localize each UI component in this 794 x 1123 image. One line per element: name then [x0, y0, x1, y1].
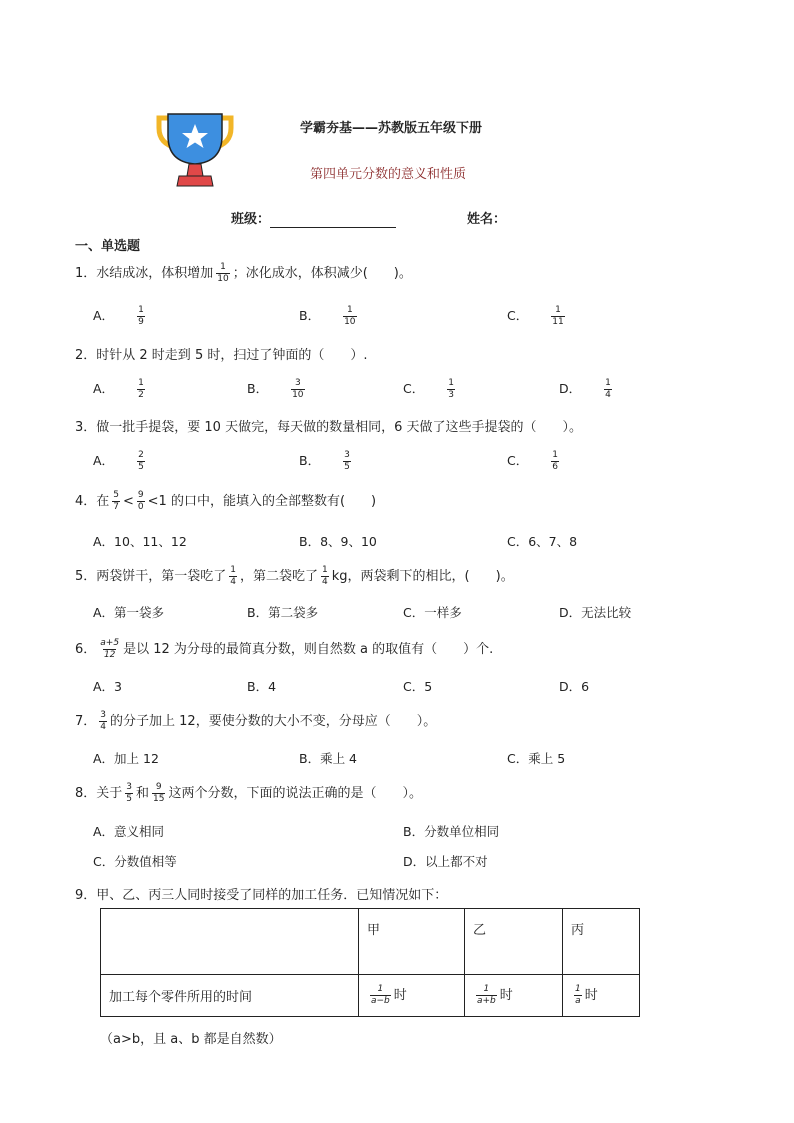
fraction: $\frac{9}{0}$ [137, 490, 144, 512]
q7-option-b[interactable]: B．乘上 4 [299, 751, 358, 766]
q6-option-d[interactable]: D．6 [559, 679, 590, 694]
q6-option-a[interactable]: A．3 [93, 679, 123, 694]
table-header-cell: 丙 [563, 909, 640, 975]
question-8: 8．关于 $\frac{3}{5}$ 和 $\frac{9}{15}$ 这两个分数，下面的说法正确的是（ ）。 [75, 782, 422, 804]
table-cell: $\frac{1}{a-b}$ 时 [359, 975, 465, 1017]
q2-option-a[interactable]: A． $\frac{1}{2}$ [93, 378, 144, 400]
q4-option-a[interactable]: A．10、11、12 [93, 534, 187, 549]
table-cell: $\frac{1}{a}$ 时 [563, 975, 640, 1017]
question-9-table [100, 908, 640, 1017]
q5-option-c[interactable]: C．一样多 [403, 605, 462, 620]
q6-option-c[interactable]: C．5 [403, 679, 433, 694]
q5-option-d[interactable]: D．无法比较 [559, 605, 632, 620]
q2-option-d[interactable]: D． $\frac{1}{4}$ [559, 378, 611, 400]
question-4: 4．在 $\frac{5}{7}$ < $\frac{9}{0}$ <1 的口中，能填入的全部整数有( ) [75, 490, 377, 512]
trophy-icon [155, 112, 235, 188]
question-7: 7． $\frac{3}{4}$ 的分子加上 12，要使分数的大小不变，分母应（ ）。 [75, 710, 437, 732]
q2-option-c[interactable]: C． $\frac{1}{3}$ [403, 378, 454, 400]
q8-option-a[interactable]: A．意义相同 [93, 824, 165, 839]
question-3: 3．做一批手提袋，要 10 天做完，每天做的数量相同，6 天做了这些手提袋的（ ）。 [75, 420, 582, 435]
document-subtitle: 第四单元分数的意义和性质 [310, 167, 467, 182]
question-9-note: （a>b，且 a、b 都是自然数） [100, 1032, 282, 1047]
name-label: 姓名： [467, 212, 507, 227]
table-header-row [101, 909, 640, 975]
fraction: $\frac{3}{5}$ [126, 782, 133, 804]
q4-option-c[interactable]: C．6、7、8 [507, 534, 578, 549]
q8-option-c[interactable]: C．分数值相等 [93, 854, 177, 869]
question-1-text: 1．水结成冰，体积增加 [75, 266, 214, 281]
fraction: $\frac{9}{15}$ [153, 782, 165, 804]
q1-option-b[interactable]: B． $\frac{1}{10}$ [299, 305, 356, 327]
q2-option-b[interactable]: B． $\frac{3}{10}$ [247, 378, 304, 400]
q4-option-b[interactable]: B．8、9、10 [299, 534, 377, 549]
q5-option-a[interactable]: A．第一袋多 [93, 605, 165, 620]
fraction: $\frac{1}{4}$ [230, 565, 237, 587]
q5-option-b[interactable]: B．第二袋多 [247, 605, 319, 620]
q1-option-c[interactable]: C． $\frac{1}{11}$ [507, 305, 564, 327]
q7-option-c[interactable]: C．乘上 5 [507, 751, 566, 766]
fraction: $\frac{a+5}{12}$ [100, 638, 120, 660]
question-2: 2．时针从 2 时走到 5 时，扫过了钟面的（ ）. [75, 348, 368, 363]
table-header-cell [101, 909, 359, 975]
fraction: $\frac{5}{7}$ [113, 490, 120, 512]
fraction: $\frac{3}{4}$ [100, 710, 107, 732]
q6-option-b[interactable]: B．4 [247, 679, 277, 694]
table-row-label: 加工每个零件所用的时间 [101, 975, 359, 1017]
q8-option-d[interactable]: D．以上都不对 [403, 854, 488, 869]
table-header-cell: 乙 [465, 909, 563, 975]
question-1 [75, 262, 412, 285]
question-1-text-end: ；冰化成水，体积减少( )。 [232, 266, 412, 281]
table-cell: $\frac{1}{a+b}$ 时 [465, 975, 563, 1017]
document-title: 学霸夯基——苏教版五年级下册 [300, 121, 483, 136]
q3-option-b[interactable]: B． $\frac{3}{5}$ [299, 450, 350, 472]
question-9: 9．甲、乙、丙三人同时接受了同样的加工任务．已知情况如下： [75, 888, 448, 903]
q3-option-a[interactable]: A． $\frac{2}{5}$ [93, 450, 144, 472]
table-header-cell: 甲 [359, 909, 465, 975]
q3-option-c[interactable]: C． $\frac{1}{6}$ [507, 450, 558, 472]
question-6: 6． $\frac{a+5}{12}$ 是以 12 为分母的最简真分数，则自然数 a 的取值有（ ）个. [75, 638, 494, 660]
fraction: $\frac{1}{10}$ [217, 262, 229, 284]
table-row [101, 975, 640, 1017]
fraction: $\frac{1}{4}$ [322, 565, 328, 587]
q8-option-b[interactable]: B．分数单位相同 [403, 824, 500, 839]
class-field [231, 208, 396, 228]
class-label: 班级： [231, 212, 271, 227]
class-blank[interactable] [270, 212, 396, 228]
section-title: 一、单选题 [75, 239, 141, 254]
q7-option-a[interactable]: A．加上 12 [93, 751, 159, 766]
q1-option-a[interactable]: A． $\frac{1}{9}$ [93, 305, 144, 327]
question-5: 5．两袋饼干，第一袋吃了 $\frac{1}{4}$ ，第二袋吃了 $\frac{1}{4}$ kg，两袋剩下的相比，( )。 [75, 565, 514, 587]
